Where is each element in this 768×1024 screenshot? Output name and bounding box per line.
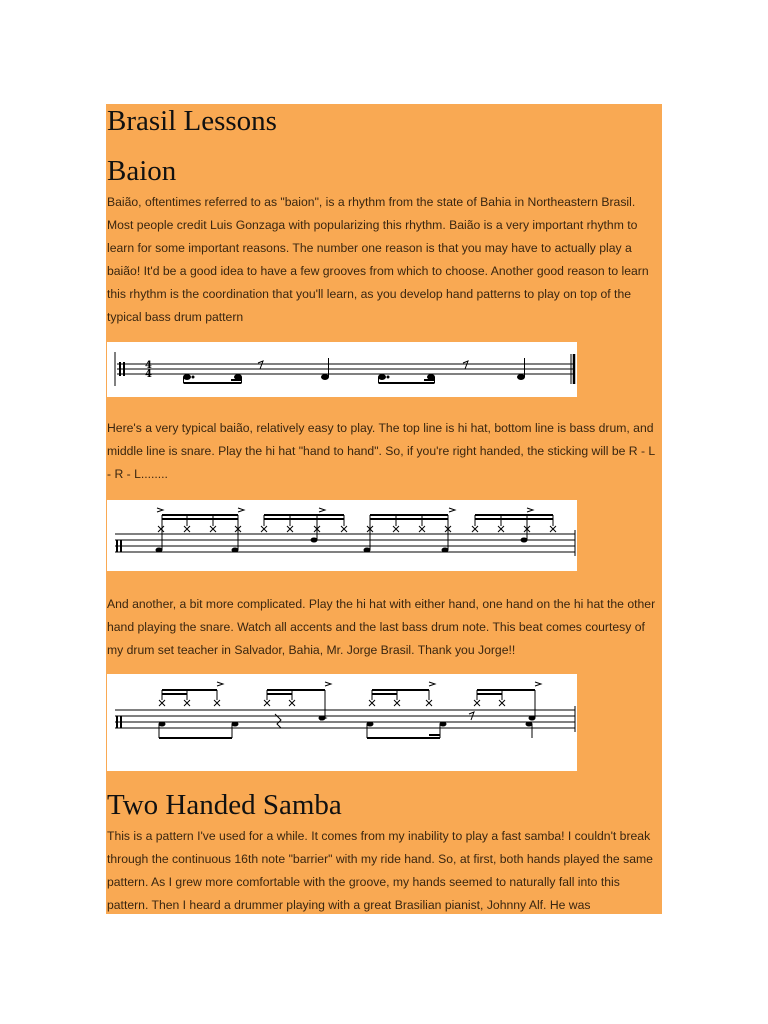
notation-svg xyxy=(107,342,577,397)
section-heading-two-handed-samba: Two Handed Samba xyxy=(107,789,342,821)
section-heading-baion: Baion xyxy=(107,155,177,187)
notation-image-baion-bass-pattern xyxy=(107,342,577,397)
notation-svg xyxy=(107,500,577,571)
paragraph-baion-complicated: And another, a bit more complicated. Play the hi hat with either hand, one hand on the hi hat the other hand playing the snare. Watch all accents and the last bass drum note. This beat comes courtesy of my drum set teacher in Salvador, Bahia, Mr. Jorge Brasil. Thank you Jorge!! xyxy=(107,597,656,657)
document-page xyxy=(106,104,662,914)
paragraph-baion-typical: Here's a very typical baião, relatively easy to play. The top line is hi hat, bottom line is bass drum, and middle line is snare. Play the hi hat "hand to hand". So, if you're right handed, the sticking will be R - L - R - L........ xyxy=(107,421,655,481)
paragraph-baion-intro: Baião, oftentimes referred to as "baion", is a rhythm from the state of Bahia in Northeastern Brasil. Most people credit Luis Gonzaga with popularizing this rhythm. Baião is a very important rhythm to learn for some important reasons. The number one reason is that you may have to actually play a baião! It'd be a good idea to have a few grooves from which to choose. Another good reason to learn this rhythm is the coordination that you'll learn, as you develop hand patterns to play on top of the typical bass drum pattern xyxy=(107,195,649,324)
paragraph-samba-intro: This is a pattern I've used for a while. It comes from my inability to play a fast samba! I couldn't break through the continuous 16th note "barrier" with my ride hand. So, at first, both hands played the same pattern. As I grew more comfortable with the groove, my hands seemed to naturally fall into this pattern. Then I heard a drummer playing with a great Brasilian pianist, Johnny Alf. He was xyxy=(107,829,653,912)
notation-image-complicated-baion xyxy=(107,674,577,771)
notation-svg xyxy=(107,674,577,771)
time-signature-top: 4 xyxy=(145,360,152,371)
page-title: Brasil Lessons xyxy=(107,105,277,137)
time-signature-bottom: 4 xyxy=(145,369,152,380)
notation-image-typical-baion xyxy=(107,500,577,571)
